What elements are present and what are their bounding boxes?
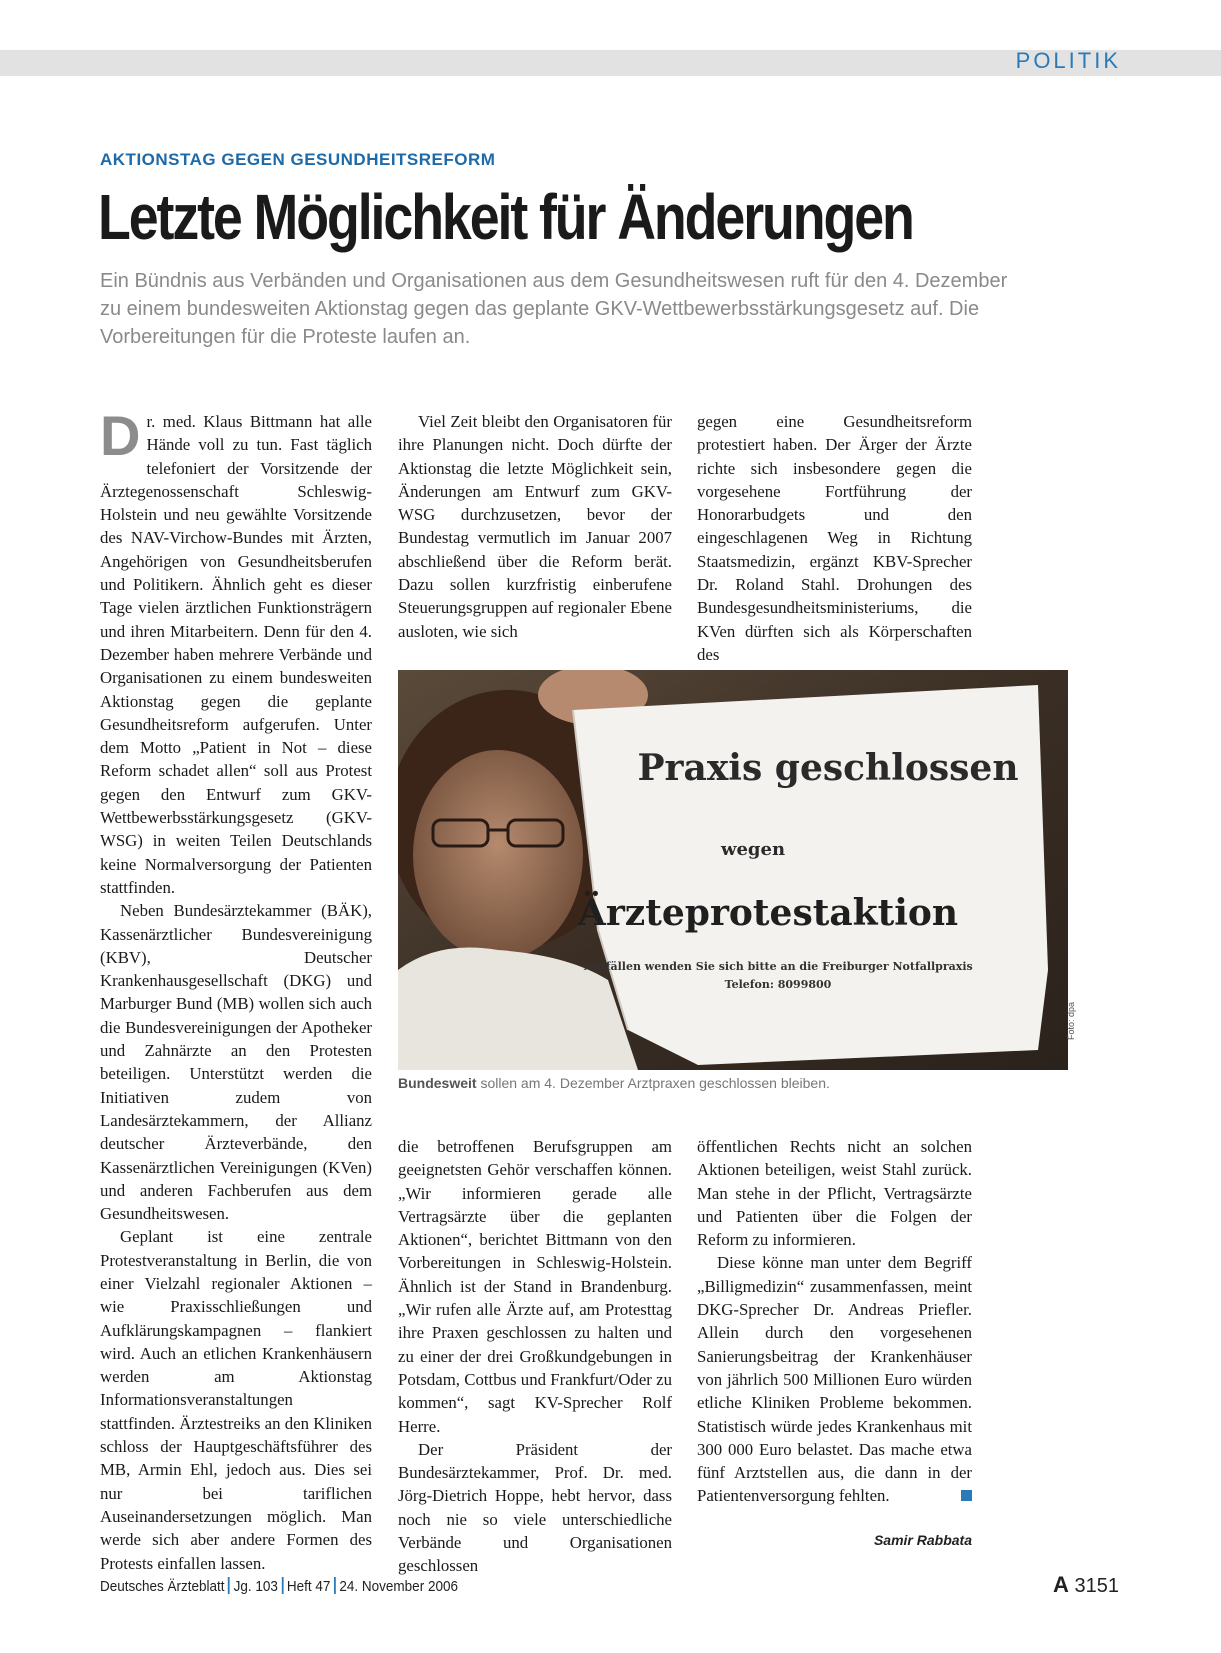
article-photo xyxy=(398,670,1068,1070)
dropcap: D xyxy=(100,404,141,467)
volume: Jg. 103 xyxy=(233,1578,278,1595)
journal-name: Deutsches Ärzteblatt xyxy=(100,1578,225,1595)
photo-illustration xyxy=(398,670,1068,1070)
author: Samir Rabbata xyxy=(873,1532,972,1548)
issue: Heft 47 xyxy=(286,1578,331,1595)
article-column-3-bottom xyxy=(697,1135,972,1508)
photo-credit: Foto: dpa xyxy=(1066,1001,1076,1040)
paragraph: Geplant ist eine zentrale Protestveranstaltung in Berlin, die von einer Vielzahl regionaler Aktionen – wie Praxisschließungen und Aufklärungskampagnen – flankiert wird. Auch an etlichen Krankenhäusern werden am Aktionstag Informationsveranstaltungen stattfinden. Ärztestreiks an den Kliniken schloss der Hauptgeschäftsführer des MB, Armin Ehl, jedoch aus. Dies sei nur bei tariflichen Auseinandersetzungen möglich. Man werde sich aber andere Formen des Protests einfallen lassen. xyxy=(100,1227,372,1573)
paragraph-text: Diese könne man unter dem Begriff „Billigmedizin“ zusammenfassen, meint DKG-Sprecher Dr. Andreas Priefler. Allein durch den vorgesehenen Sanierungsbeitrag der Krankenhäuser von jährlich 500 Millionen Euro würden etliche Kliniken Probleme bekommen. Statistisch würde jedes Krankenhaus mit 300 000 Euro belastet. Das mache etwa fünf Arztstellen aus, die dann in der Patientenversorgung fehlten. xyxy=(697,1253,972,1506)
sign-line-2: wegen xyxy=(720,839,786,860)
paragraph: Der Präsident der Bundesärztekammer, Prof. Dr. med. Jörg-Dietrich Hoppe, hebt hervor, dass noch nie so viele unterschiedliche Verbände und Organisationen geschlossen xyxy=(398,1439,672,1576)
separator xyxy=(334,1577,336,1594)
sign-line-3: Ärzteprotestaktion xyxy=(577,892,959,934)
page-prefix: A xyxy=(1053,1572,1069,1597)
paragraph-text: r. med. Klaus Bittmann hat alle Hände voll zu tun. Fast täglich telefoniert der Vorsitzende der Ärztegenossenschaft Schleswig-Holstein und neu gewählte Vorsitzende des NAV-Virchow-Bundes mit Ärzten, Angehörigen von Gesundheitsberufen und Politikern. Ähnlich geht es dieser Tage vielen ärztlichen Funktionsträgern und ihren Mitarbeitern. Denn für den 4. Dezember haben mehrere Verbände und Organisationen zu einem bundesweiten Aktionstag gegen die geplante Gesundheitsreform aufgerufen. Unter dem Motto „Patient in Not – diese Reform schadet allen“ soll aus Protest gegen den Entwurf zum GKV-Wettbewerbsstärkungsgesetz (GKV-WSG) in weiten Teilen Deutschlands keine Normalversorgung der Patienten stattfinden. xyxy=(100,412,372,897)
deck: Ein Bündnis aus Verbänden und Organisationen aus dem Gesundheitswesen ruft für den 4. Dezember zu einem bundesweiten Aktionstag gegen das geplante GKV-Wettbewerbsstärkungsgesetz auf. Die Vorbereitungen für die Proteste laufen an. xyxy=(100,270,1008,348)
page-number-value: 3151 xyxy=(1074,1575,1119,1597)
separator xyxy=(281,1577,283,1594)
article-column-2-top xyxy=(398,410,672,643)
photo-caption xyxy=(398,1075,830,1091)
article-column-1 xyxy=(100,404,372,1575)
caption-lead: Bundesweit xyxy=(398,1075,477,1091)
sign-small-1: Notfällen wenden Sie sich bitte an die Freiburger Notfallpraxis xyxy=(583,960,973,973)
section-label: POLITIK xyxy=(1015,48,1121,73)
paragraph: öffentlichen Rechts nicht an solchen Aktionen beteiligen, weist Stahl zurück. Man stehe in der Pflicht, Vertragsärzte und Patienten über die Folgen der Reform zu informieren. xyxy=(697,1137,972,1250)
end-mark-icon xyxy=(961,1490,972,1501)
article-column-3-top xyxy=(697,410,972,666)
kicker: AKTIONSTAG GEGEN GESUNDHEITSREFORM xyxy=(100,150,496,169)
page-number xyxy=(1053,1572,1119,1598)
caption-text: sollen am 4. Dezember Arztpraxen geschlossen bleiben. xyxy=(476,1075,830,1091)
sign-small-2: Telefon: 8099800 xyxy=(724,978,832,991)
issue-date: 24. November 2006 xyxy=(339,1578,458,1595)
paragraph: Neben Bundesärztekammer (BÄK), Kassenärztlicher Bundesvereinigung (KBV), Deutscher Krankenhausgesellschaft (DKG) und Marburger Bund (MB) wollen sich auch die Bundesvereinigungen der Apotheker und Zahnärzte an den Protesten beteiligen. Unterstützt werden die Initiativen zudem von Landesärztekammern, der Allianz deutscher Ärzteverbände, den Kassenärztlichen Vereinigungen (KVen) und anderen Fachberufen aus dem Gesundheitswesen. xyxy=(100,901,372,1224)
paragraph: gegen eine Gesundheitsreform protestiert haben. Der Ärger der Ärzte richte sich insbesondere gegen die vorgesehene Fortführung der Honorarbudgets und den eingeschlagenen Weg in Richtung Staatsmedizin, ergänzt KBV-Sprecher Dr. Roland Stahl. Drohungen des Bundesgesundheitsministeriums, die KVen dürften sich als Körperschaften des xyxy=(697,412,972,664)
headline: Letzte Möglichkeit für Änderungen xyxy=(98,181,913,253)
sign-line-1: Praxis geschlossen xyxy=(637,747,1019,789)
paragraph: die betroffenen Berufsgruppen am geeignetsten Gehör verschaffen können. „Wir informieren gerade alle Vertragsärzte über die geplanten Aktionen“, berichtet Bittmann von den Vorbereitungen in Schleswig-Holstein. Ähnlich ist der Stand in Brandenburg. „Wir rufen alle Ärzte auf, am Protesttag ihre Praxen geschlossen zu halten und zu einer der drei Großkundgebungen in Potsdam, Cottbus und Frankfurt/Oder zu kommen“, sagt KV-Sprecher Rolf Herre. xyxy=(398,1137,672,1436)
paragraph-last xyxy=(697,1251,972,1507)
footer xyxy=(100,1577,458,1595)
paragraph xyxy=(100,404,372,899)
article-column-2-bottom xyxy=(398,1135,672,1578)
separator xyxy=(228,1577,230,1594)
paragraph: Viel Zeit bleibt den Organisatoren für ihre Planungen nicht. Doch dürfte der Aktionstag die letzte Möglichkeit sein, Änderungen am Entwurf zum GKV-WSG durchzusetzen, bevor der Bundestag vermutlich im Januar 2007 abschließend über die Reform berät. Dazu sollen kurzfristig einberufene Steuerungsgruppen auf regionaler Ebene ausloten, wie sich xyxy=(398,412,672,641)
